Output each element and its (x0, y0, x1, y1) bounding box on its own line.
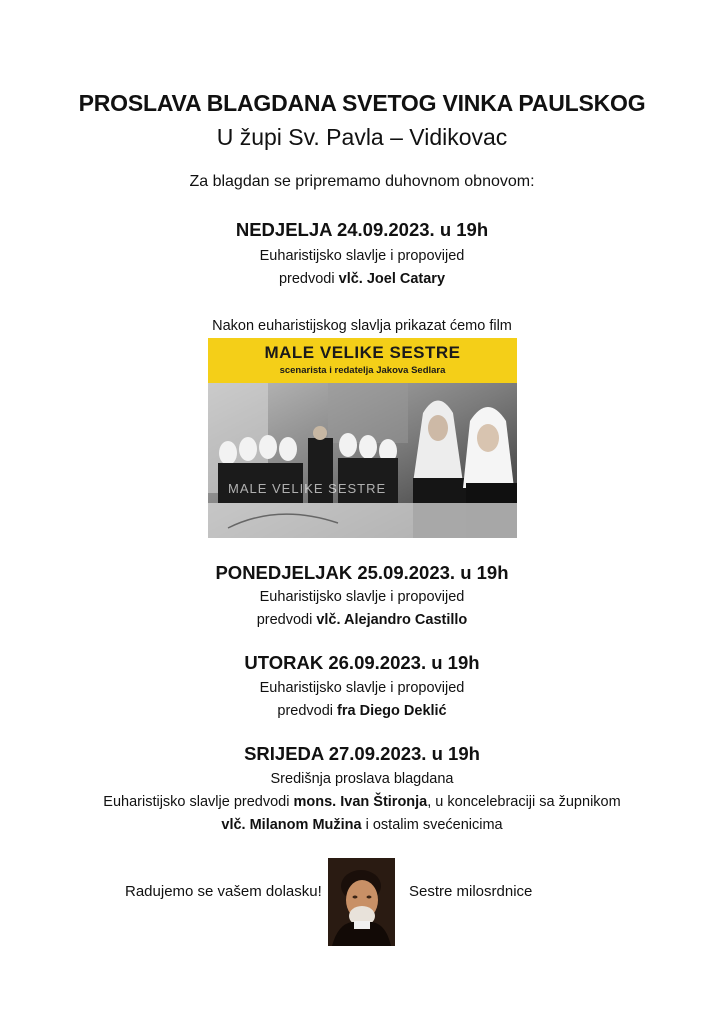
presider-name: vlč. Joel Catary (338, 271, 446, 287)
event-line-wednesday: Središnja proslava blagdana (270, 771, 454, 787)
footer-signature: Sestre milosrdnice (409, 883, 533, 900)
event-day-sunday: NEDJELJA 24.09.2023. u 19h (235, 219, 489, 240)
pastor-name: vlč. Milanom Mužina (221, 817, 362, 833)
presider-prefix: predvodi (256, 612, 317, 628)
event-line-sunday: Euharistijsko slavlje i propovijed (259, 248, 465, 264)
poster-title: MALE VELIKE SESTRE (264, 343, 461, 362)
presider-name: fra Diego Deklić (337, 703, 447, 719)
film-poster (208, 338, 517, 538)
line-suffix: , u koncelebraciji sa župnikom (427, 794, 621, 810)
poster-overlay-text: MALE VELIKE SESTRE (228, 481, 387, 496)
event-day-monday: PONEDJELJAK 25.09.2023. u 19h (215, 562, 509, 583)
poster-photo (208, 383, 517, 538)
intro-text: Za blagdan se pripremamo duhovnom obnovom: (189, 173, 535, 190)
event-concelebrants-wednesday (0, 817, 724, 833)
event-day-tuesday: UTORAK 26.09.2023. u 19h (244, 652, 480, 673)
page-title: PROSLAVA BLAGDANA SVETOG VINKA PAULSKOG (78, 90, 646, 116)
event-presider-monday (0, 612, 724, 628)
footer-greeting: Radujemo se vašem dolasku! (125, 883, 322, 900)
event-presider-sunday (0, 271, 724, 287)
event-presider-wednesday (0, 794, 724, 810)
presider-name: mons. Ivan Štironja (293, 794, 428, 810)
presider-prefix: predvodi (278, 271, 339, 287)
poster-title-band (208, 338, 517, 383)
event-line-monday: Euharistijsko slavlje i propovijed (259, 589, 465, 605)
event-day-wednesday: SRIJEDA 27.09.2023. u 19h (244, 743, 480, 764)
film-note: Nakon euharistijskog slavlja prikazat ćemo film (212, 318, 512, 334)
poster-subtitle: scenarista i redatelja Jakova Sedlara (279, 365, 446, 376)
line-prefix: Euharistijsko slavlje predvodi (103, 794, 294, 810)
page-subtitle: U župi Sv. Pavla – Vidikovac (216, 124, 508, 150)
event-line-tuesday: Euharistijsko slavlje i propovijed (259, 680, 465, 696)
presider-name: vlč. Alejandro Castillo (316, 612, 468, 628)
event-presider-tuesday (0, 703, 724, 719)
saint-portrait-image (328, 858, 395, 946)
line-suffix: i ostalim svećenicima (361, 817, 503, 833)
presider-prefix: predvodi (277, 703, 338, 719)
